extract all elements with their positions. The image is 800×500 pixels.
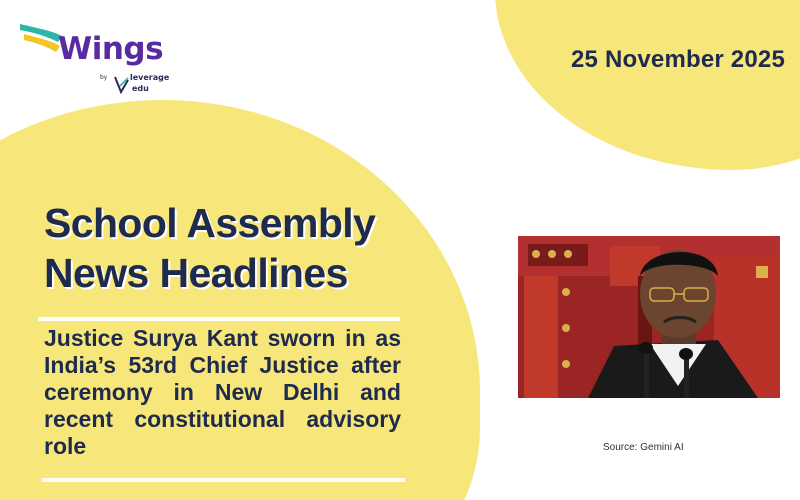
news-photo	[518, 236, 780, 398]
divider-top	[38, 317, 400, 321]
title-line-2: News Headlines	[44, 250, 348, 296]
leverage-edu-mark-icon	[114, 76, 130, 94]
brand-by: by	[100, 74, 108, 81]
partner-name-line2: edu	[132, 84, 149, 93]
brand-name: Wings	[58, 31, 164, 67]
title-line-1: School Assembly	[44, 200, 376, 246]
headline-text: Justice Surya Kant sworn in as India’s 53rd Chief Justice after ceremony in New Delhi and recent constitutional advisory role	[44, 325, 401, 459]
page-title	[44, 198, 484, 298]
partner-name-line1: leverage	[130, 73, 170, 82]
portrait-photo-icon	[518, 236, 780, 398]
image-source-credit: Source: Gemini AI	[603, 442, 684, 453]
wings-logo[interactable]	[18, 18, 178, 108]
date-label: 25 November 2025	[571, 46, 785, 73]
yellow-blob-right	[495, 0, 800, 170]
divider-bottom	[42, 478, 405, 482]
